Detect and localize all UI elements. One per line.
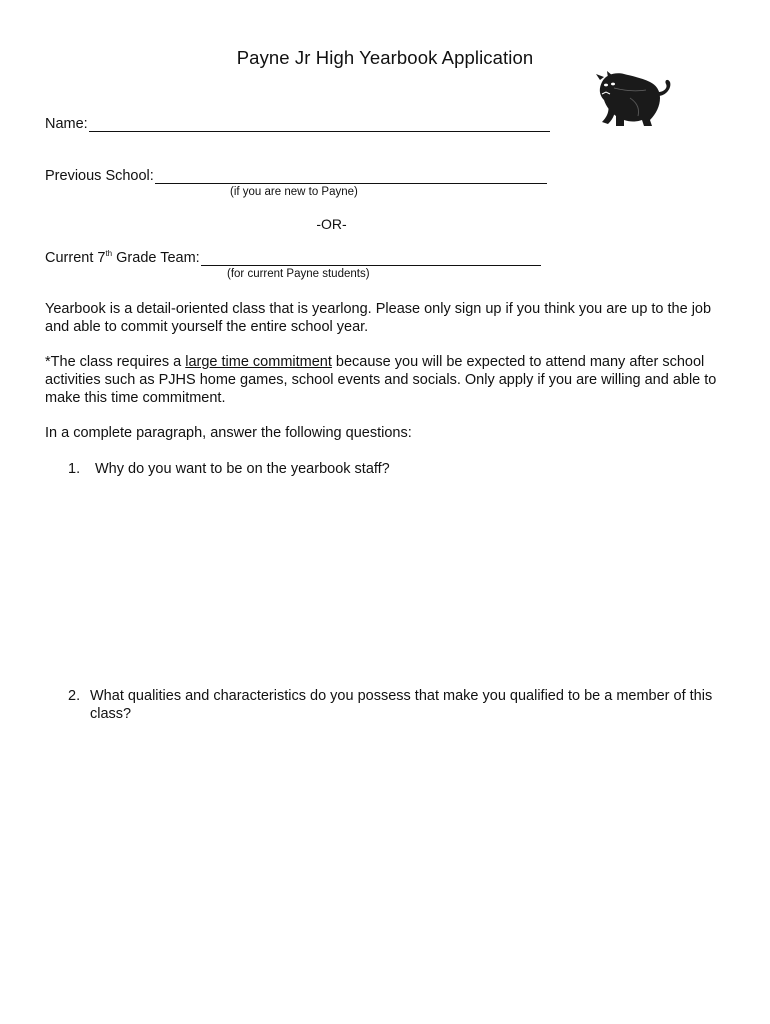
page-title: Payne Jr High Yearbook Application	[236, 47, 534, 68]
question-number: 2.	[68, 688, 81, 704]
grade-team-field[interactable]	[201, 251, 541, 266]
grade-team-label: Current 7th Grade Team:	[45, 249, 200, 266]
large-time-commitment-text: large time commitment	[185, 354, 332, 370]
question-2	[68, 687, 733, 723]
name-label: Name:	[45, 116, 88, 132]
question-text: Why do you want to be on the yearbook staff?	[95, 461, 390, 477]
grade-team-hint: (for current Payne students)	[227, 268, 370, 280]
intro-paragraph: Yearbook is a detail-oriented class that is yearlong. Please only sign up if you think you are up to the job and able to commit yourself the entire school year.	[45, 301, 712, 335]
question-number: 1.	[68, 461, 81, 477]
previous-school-row	[45, 168, 547, 184]
previous-school-field[interactable]	[155, 169, 547, 184]
commitment-paragraph: *The class requires a large time commitment because you will be expected to attend many after school activities such as PJHS home games, school events and socials. Only apply if you are willing and able to make this time commitment.	[45, 354, 717, 406]
name-row	[45, 116, 550, 132]
question-1	[68, 460, 733, 478]
previous-school-label: Previous School:	[45, 168, 154, 184]
panther-icon	[594, 68, 680, 130]
question-text: What qualities and characteristics do you possess that make you qualified to be a member of this class?	[90, 688, 713, 722]
grade-team-row	[45, 250, 541, 266]
name-field[interactable]	[89, 117, 550, 132]
previous-school-hint: (if you are new to Payne)	[230, 186, 358, 198]
instructions-text: In a complete paragraph, answer the following questions:	[45, 425, 412, 441]
or-divider: -OR-	[316, 216, 347, 232]
